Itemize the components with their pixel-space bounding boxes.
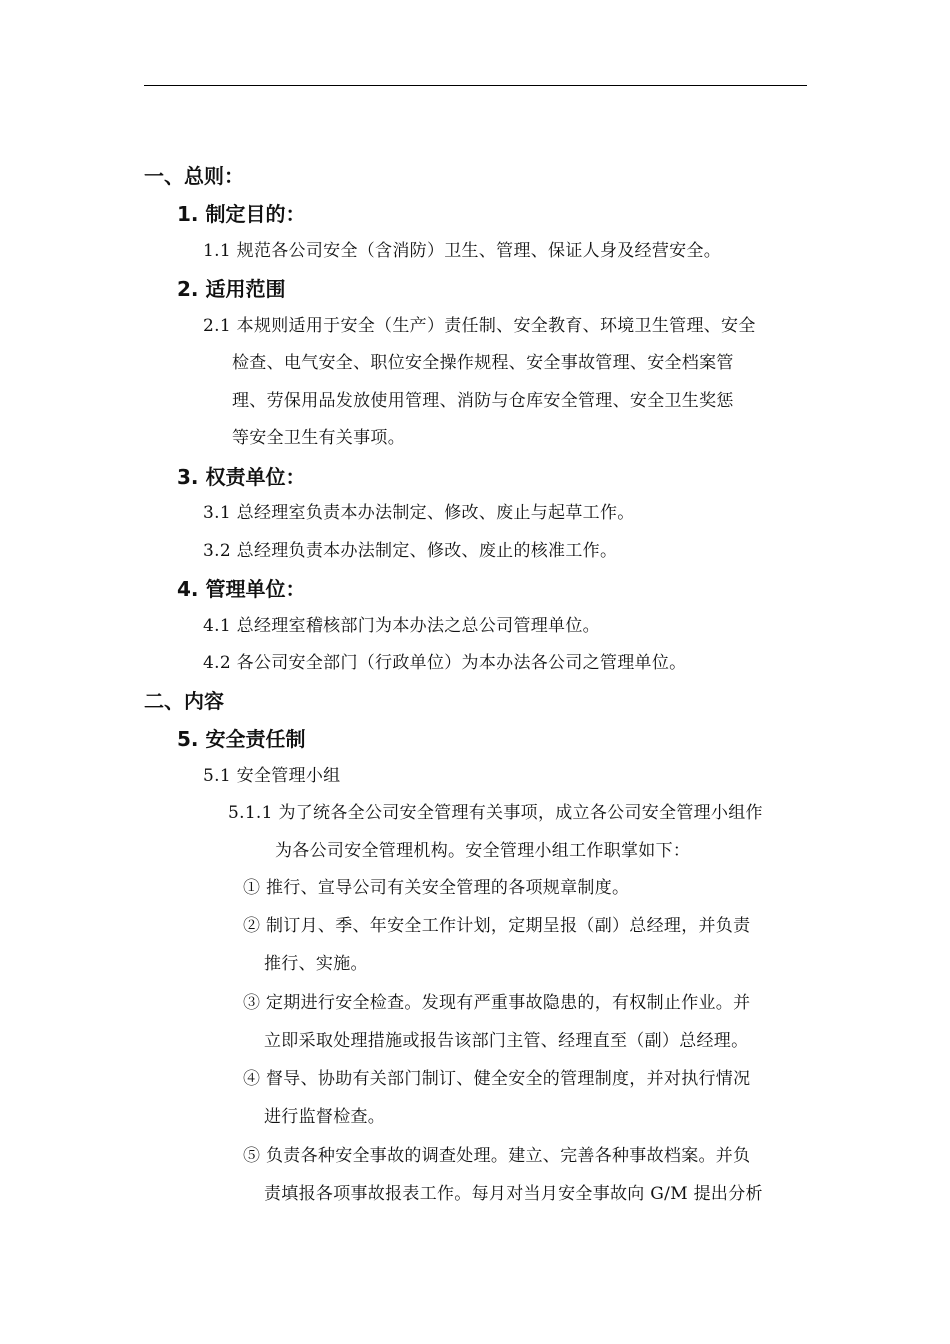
clause-4-1: 4.1 总经理室稽核部门为本办法之总公司管理单位。 xyxy=(203,616,600,636)
duty-item-1: ① 推行、宣导公司有关安全管理的各项规章制度。 xyxy=(243,878,630,898)
duty-item-3-line-1: ③ 定期进行安全检查。发现有严重事故隐患的，有权制止作业。并 xyxy=(243,993,751,1013)
section-heading-content: 二、内容 xyxy=(144,689,224,713)
clause-3-1: 3.1 总经理室负责本办法制定、修改、废止与起草工作。 xyxy=(203,503,635,523)
duty-item-3-line-2: 立即采取处理措施或报告该部门主管、经理直至（副）总经理。 xyxy=(264,1031,749,1051)
clause-2-1-line-2: 检查、电气安全、职位安全操作规程、安全事故管理、安全档案管 xyxy=(232,353,734,373)
clause-5-1: 5.1 安全管理小组 xyxy=(203,766,341,786)
duty-item-4-line-1: ④ 督导、协助有关部门制订、健全安全的管理制度，并对执行情况 xyxy=(243,1069,751,1089)
section-heading-general: 一、总则： xyxy=(144,164,244,188)
header-rule xyxy=(144,85,807,86)
clause-5-1-1-line-1: 5.1.1 为了统各全公司安全管理有关事项，成立各公司安全管理小组作 xyxy=(228,803,763,823)
clause-4-2: 4.2 各公司安全部门（行政单位）为本办法各公司之管理单位。 xyxy=(203,653,687,673)
duty-item-5-line-2: 责填报各项事故报表工作。每月对当月安全事故向 G/M 提出分析 xyxy=(264,1184,763,1204)
clause-2-1-line-4: 等安全卫生有关事项。 xyxy=(232,428,405,448)
clause-2-1-line-1: 2.1 本规则适用于安全（生产）责任制、安全教育、环境卫生管理、安全 xyxy=(203,316,756,336)
heading-management-units: 4. 管理单位： xyxy=(177,577,306,601)
duty-item-4-line-2: 进行监督检查。 xyxy=(264,1107,386,1127)
heading-scope: 2. 适用范围 xyxy=(177,277,286,301)
duty-item-2-line-1: ② 制订月、季、年安全工作计划，定期呈报（副）总经理，并负责 xyxy=(243,916,751,936)
clause-2-1-line-3: 理、劳保用品发放使用管理、消防与仓库安全管理、安全卫生奖惩 xyxy=(232,391,734,411)
heading-purpose: 1. 制定目的： xyxy=(177,202,306,226)
duty-item-5-line-1: ⑤ 负责各种安全事故的调查处理。建立、完善各种事故档案。并负 xyxy=(243,1146,751,1166)
duty-item-2-line-2: 推行、实施。 xyxy=(264,954,368,974)
clause-1-1: 1.1 规范各公司安全（含消防）卫生、管理、保证人身及经营安全。 xyxy=(203,241,722,261)
clause-3-2: 3.2 总经理负责本办法制定、修改、废止的核准工作。 xyxy=(203,541,618,561)
heading-safety-responsibility: 5. 安全责任制 xyxy=(177,727,306,751)
heading-responsible-units: 3. 权责单位： xyxy=(177,465,306,489)
clause-5-1-1-line-2: 为各公司安全管理机构。安全管理小组工作职掌如下： xyxy=(275,841,691,861)
